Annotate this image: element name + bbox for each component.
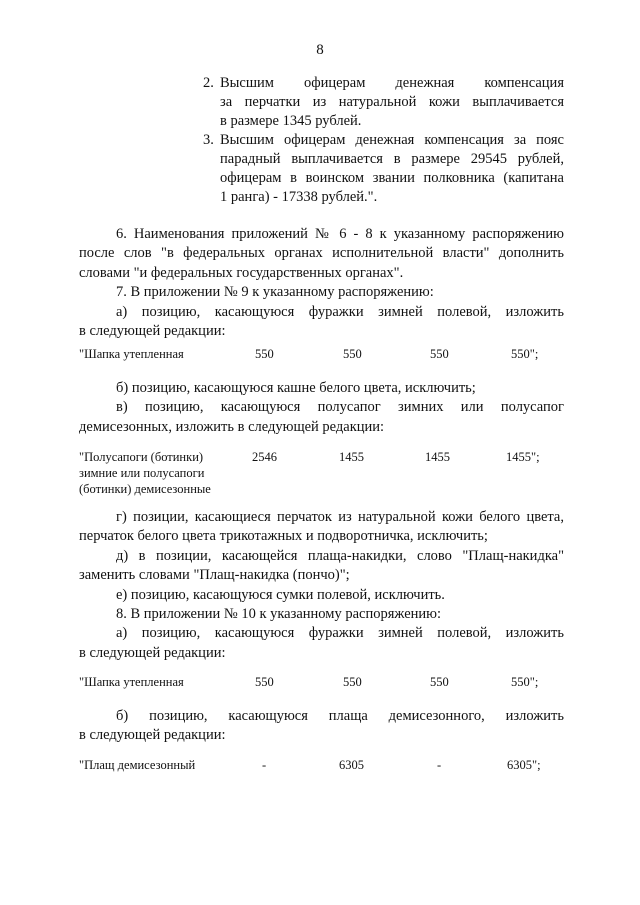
table-row	[79, 450, 564, 498]
row-value: 550	[430, 675, 449, 689]
row-value: 6305";	[507, 758, 541, 772]
paragraph-line: б) позицию, касающуюся кашне белого цвета, исключить;	[116, 380, 476, 396]
list-item-line: Высшим офицерам денежная компенсация за пояс	[220, 132, 564, 148]
row-value: 550	[255, 347, 274, 361]
paragraph-line: в следующей редакции:	[79, 323, 226, 340]
paragraph-line: словами "и федеральных государственных органах".	[79, 264, 404, 281]
paragraph-line: а) позицию, касающуюся фуражки зимней полевой, изложить	[116, 303, 564, 320]
row-name: "Шапка утепленная	[79, 347, 184, 361]
paragraph-7-gde	[79, 508, 564, 663]
paragraph-line: в) позицию, касающуюся полусапог зимних или полусапог	[116, 399, 564, 416]
row-value: 550	[255, 675, 274, 689]
paragraph-line: а) позицию, касающуюся фуражки зимней полевой, изложить	[116, 625, 564, 642]
paragraph-line: демисезонных, изложить в следующей редакции:	[79, 418, 385, 435]
list-item-line: 1 ранга) - 17338 рублей.".	[220, 189, 378, 205]
list-item-line: в размере 1345 рублей.	[220, 113, 362, 129]
row-value: 6305	[339, 758, 364, 772]
row-value: 550	[343, 347, 362, 361]
row-value: 1455";	[506, 450, 540, 464]
row-name: "Полусапоги (ботинки)	[79, 450, 204, 464]
row-name: (ботинки) демисезонные	[79, 482, 211, 496]
paragraph-line: г) позиции, касающиеся перчаток из натуральной кожи белого цвета,	[116, 509, 564, 525]
list-item-line: Высшим офицерам денежная компенсация	[220, 75, 564, 91]
paragraph-line: перчаток белого цвета трикотажных и подворотничка, исключить;	[79, 528, 488, 545]
paragraph-7-bv	[79, 379, 564, 437]
paragraph-line: после слов "в федеральных органах исполнительной власти" дополнить	[79, 245, 564, 262]
row-name: "Плащ демисезонный	[79, 758, 196, 772]
row-value: 550";	[511, 675, 539, 689]
paragraph-line: 6. Наименования приложений № 6 - 8 к указанному распоряжению	[116, 226, 564, 242]
paragraph-line: заменить словами "Плащ-накидка (пончо)";	[79, 567, 350, 584]
row-value: 1455	[425, 450, 450, 464]
paragraph-7-heading: 7. В приложении № 9 к указанному распоряжению:	[116, 284, 434, 301]
paragraph-6	[79, 225, 564, 341]
list-item-number: 3.	[203, 132, 214, 148]
row-name: "Шапка утепленная	[79, 675, 184, 689]
row-value: 550";	[511, 347, 539, 361]
row-name: зимние или полусапоги	[79, 466, 205, 480]
paragraph-line: в следующей редакции:	[79, 727, 226, 744]
paragraph-8-b	[79, 707, 564, 746]
page-number: 8	[316, 42, 324, 58]
list-item-line: офицерам в воинском звании полковника (капитана	[220, 170, 564, 186]
row-value: 550	[343, 675, 362, 689]
list-item-line: парадный выплачивается в размере 29545 рублей,	[220, 151, 564, 167]
row-value: 2546	[252, 450, 277, 464]
paragraph-line: д) в позиции, касающейся плаща-накидки, слово "Плащ-накидка"	[116, 547, 564, 564]
row-value: 1455	[339, 450, 364, 464]
paragraph-line: б) позицию, касающуюся плаща демисезонного, изложить	[116, 708, 564, 724]
paragraph-line: е) позицию, касающуюся сумки полевой, исключить.	[116, 586, 445, 603]
paragraph-8-heading: 8. В приложении № 10 к указанному распоряжению:	[116, 606, 442, 623]
row-value: -	[262, 758, 267, 772]
row-value: -	[437, 758, 442, 772]
list-item-line: за перчатки из натуральной кожи выплачивается	[220, 94, 564, 110]
list-item	[203, 74, 564, 131]
list-item-number: 2.	[203, 75, 214, 91]
row-value: 550	[430, 347, 449, 361]
list-item	[203, 131, 564, 207]
paragraph-line: в следующей редакции:	[79, 644, 226, 661]
